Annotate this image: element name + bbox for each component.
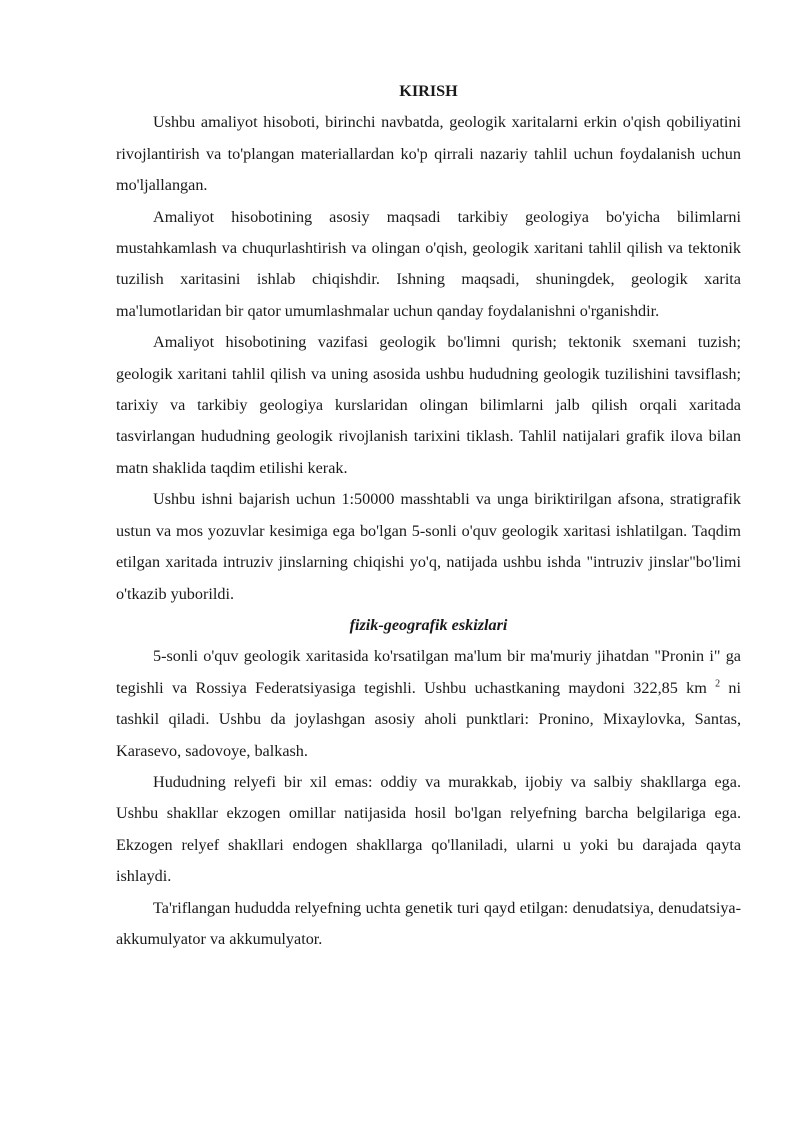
intro-paragraph-4: Ushbu ishni bajarish uchun 1:50000 masshtabli va unga biriktirilgan afsona, stratigrafik ustun va mos yozuvlar kesimiga ega bo'lgan 5-sonli o'quv geologik xaritasi ishlatilgan. Taqdim etilgan xaritada intruziv jinslarning chiqishi yo'q, natijada ushbu ishda "intruziv jinslar"bo'limi o'tkazib yuborildi. [116,490,741,603]
section-title: fizik-geografik eskizlari [349,615,508,634]
intro-paragraph-2: Amaliyot hisobotining asosiy maqsadi tarkibiy geologiya bo'yicha bilimlarni mustahkamlash va chuqurlashtirish va olingan o'qish, geologik xaritani tahlil qilish va tektonik tuzilish xaritasini ishlab chiqishdir. Ishning maqsadi, shuningdek, geologik xarita ma'lumotlaridan bir qator umumlashmalar uchun qanday foydalanishni o'rganishdir. [116,207,741,320]
area-paragraph-start: 5-sonli o'quv geologik xaritasida ko'rsatilgan ma'lum bir ma'muriy jihatdan "Pronin i" ga tegishli va Rossiya Federatsiyasiga tegishli. Ushbu uchastkaning maydoni 322,85 km [116,647,741,697]
document-page [116,76,741,955]
area-paragraph-end: ni tashkil qiladi. Ushbu da joylashgan asosiy aholi punktlari: Pronino, Mixaylovka, Santas, Karasevo, sadovoye, balkash. [116,678,741,760]
intro-paragraph-1: Ushbu amaliyot hisoboti, birinchi navbatda, geologik xaritalarni erkin o'qish qobiliyatini rivojlantirish va to'plangan materiallardan ko'p qirrali nazariy tahlil uchun foydalanish uchun mo'ljallangan. [116,113,741,195]
area-paragraph [116,641,741,767]
document-title: KIRISH [399,82,458,100]
intro-paragraph-3: Amaliyot hisobotining vazifasi geologik bo'limni qurish; tektonik sxemani tuzish; geologik xaritani tahlil qilish va uning asosida ushbu hududning geologik tuzilishini tavsiflash; tarixiy va tarkibiy geologiya kurslaridan olingan bilimlarni jalb qilish orqali xaritada tasvirlangan hududning geologik rivojlanish tarixini tiklash. Tahlil natijalari grafik ilova bilan matn shaklida taqdim etilishi kerak. [116,333,741,477]
relief-paragraph: Hududning relyefi bir xil emas: oddiy va murakkab, ijobiy va salbiy shakllarga ega. Ushbu shakllar ekzogen omillar natijasida hosil bo'lgan relyefning barcha belgilariga ega. Ekzogen relyef shakllari endogen shakllarga qo'llaniladi, ularni u yoki bu darajada qayta ishlaydi. [116,772,741,886]
area-unit-superscript: 2 [715,678,721,690]
relief-types-paragraph: Ta'riflangan hududda relyefning uchta genetik turi qayd etilgan: denudatsiya, denudatsiya-akkumulyator va akkumulyator. [116,898,741,948]
